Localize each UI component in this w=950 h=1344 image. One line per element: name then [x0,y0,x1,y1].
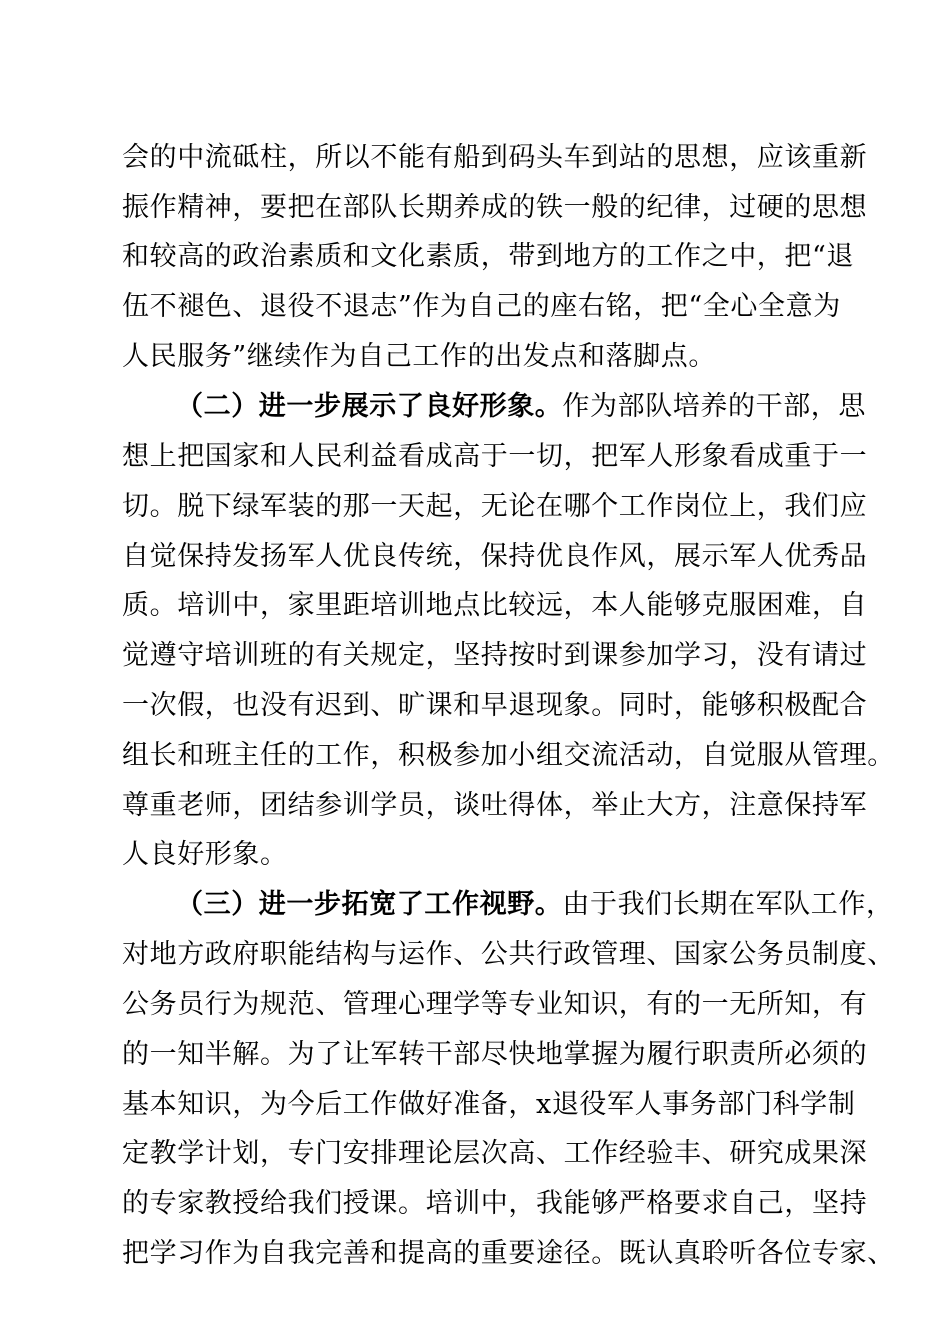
section-2-first-line-text: 作为部队培养的干部，思 [562,391,867,422]
section-3-first-line [176,880,894,930]
paragraph-line: 人民服务”继续作为自己工作的出发点和落脚点。 [122,341,717,372]
paragraph-line: 的专家教授给我们授课。培训中，我能够严格要求自己，坚持 [122,1188,868,1219]
paragraph-line: 会的中流砥柱，所以不能有船到码头车到站的思想，应该重新 [122,142,868,173]
section-2-first-line [176,382,867,432]
paragraph-line: 对地方政府职能结构与运作、公共行政管理、国家公务员制度、 [122,939,895,970]
paragraph-line: 想上把国家和人民利益看成高于一切，把军人形象看成重于一 [122,441,868,472]
paragraph-line: 自觉保持发扬军人优良传统，保持优良作风，展示军人优秀品 [122,541,868,572]
paragraph-line: 尊重老师，团结参训学员，谈吐得体，举止大方，注意保持军 [122,790,868,821]
paragraph-line: 人良好形象。 [122,839,288,870]
paragraph-line: 定教学计划，专门安排理论层次高、工作经验丰、研究成果深 [122,1138,868,1169]
paragraph-line: 的一知半解。为了让军转干部尽快地掌握为履行职责所必须的 [122,1039,868,1070]
paragraph-line: 组长和班主任的工作，积极参加小组交流活动，自觉服从管理。 [122,740,895,771]
paragraph-line: 振作精神，要把在部队长期养成的铁一般的纪律，过硬的思想 [122,192,868,223]
paragraph-line: 伍不褪色、退役不退志”作为自己的座右铭，把“全心全意为 [122,291,841,322]
section-2-heading: （二）进一步展示了良好形象。 [176,391,563,422]
paragraph-line: 觉遵守培训班的有关规定，坚持按时到课参加学习，没有请过 [122,640,868,671]
paragraph-line: 把学习作为自我完善和提高的重要途径。既认真聆听各位专家、 [122,1238,895,1269]
section-3-first-line-text: 由于我们长期在军队工作， [562,889,894,920]
paragraph-line: 切。脱下绿军装的那一天起，无论在哪个工作岗位上，我们应 [122,491,868,522]
section-3-heading: （三）进一步拓宽了工作视野。 [176,889,563,920]
paragraph-line: 基本知识，为今后工作做好准备，x退役军人事务部门科学制 [122,1089,856,1120]
paragraph-line: 和较高的政治素质和文化素质，带到地方的工作之中，把“退 [122,241,855,272]
paragraph-line: 一次假，也没有迟到、旷课和早退现象。同时，能够积极配合 [122,690,868,721]
paragraph-line: 公务员行为规范、管理心理学等专业知识，有的一无所知，有 [122,989,868,1020]
paragraph-line: 质。培训中，家里距培训地点比较远，本人能够克服困难，自 [122,590,868,621]
